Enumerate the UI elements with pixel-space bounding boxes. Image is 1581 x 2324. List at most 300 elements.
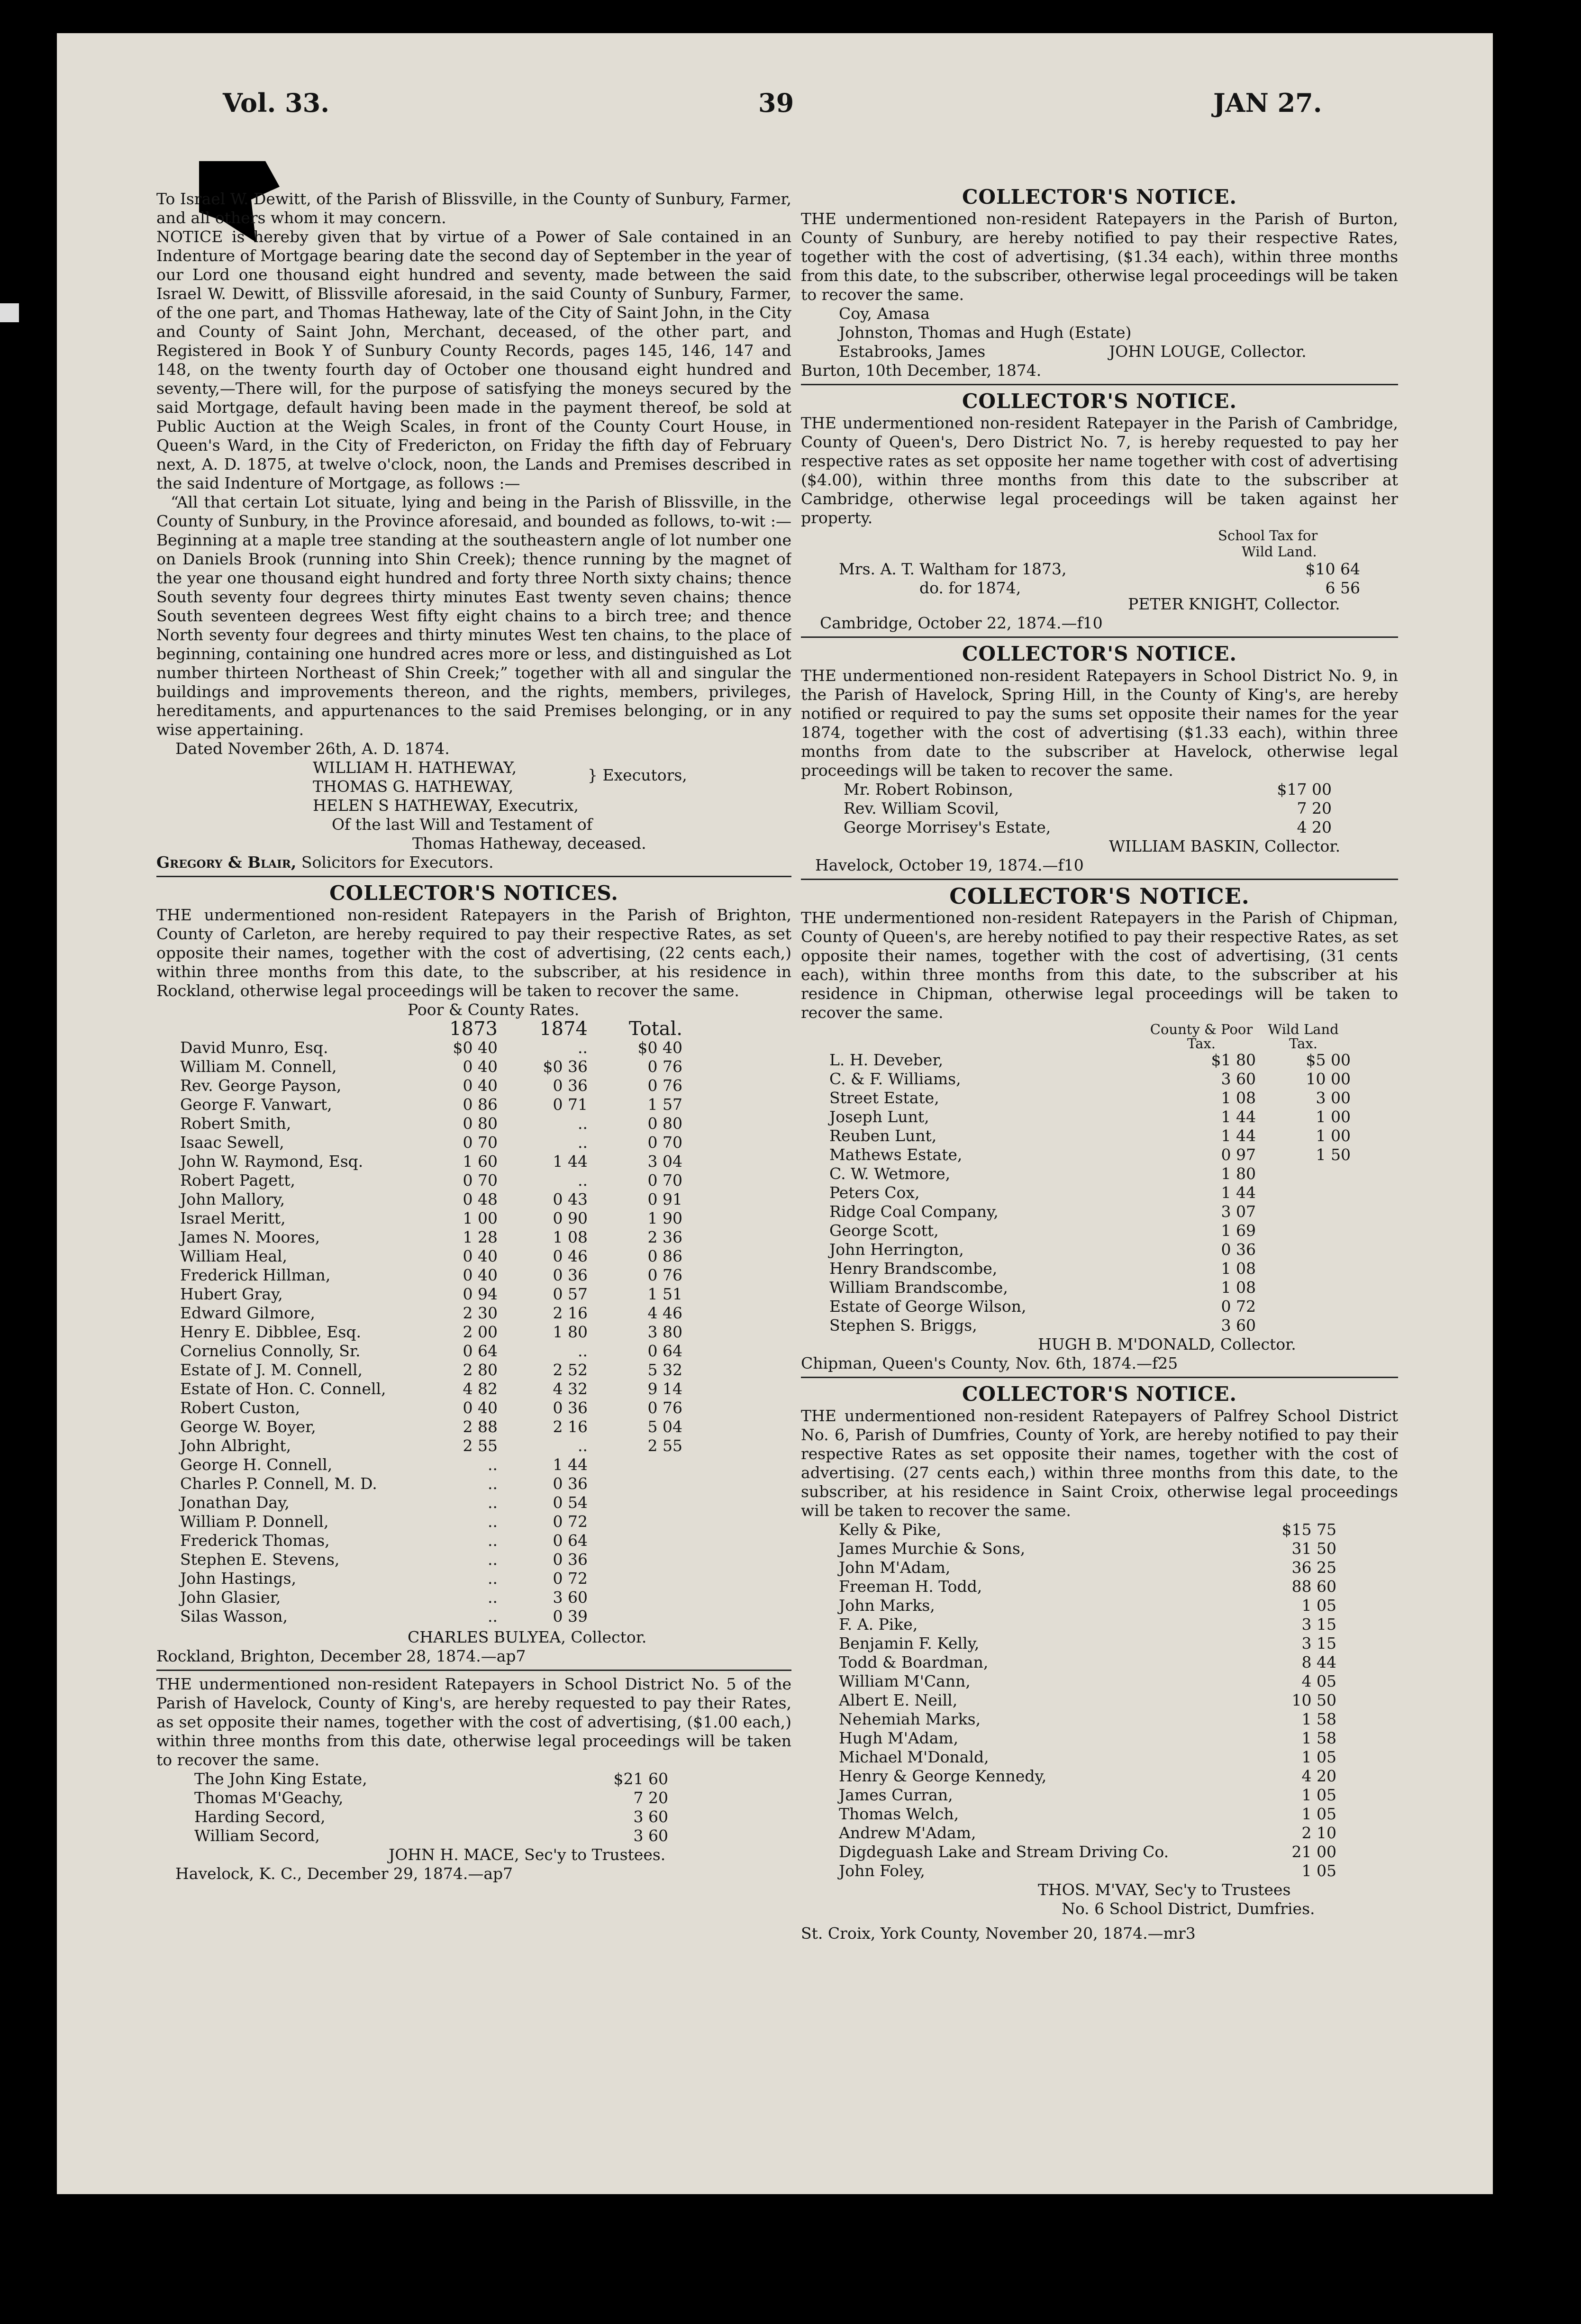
table-row	[839, 1786, 1336, 1805]
table-cell: 2 10	[1301, 1824, 1336, 1842]
divider	[801, 384, 1398, 385]
executrix-name: HELEN S HATHEWAY, Executrix,	[313, 796, 579, 815]
table-row	[180, 1247, 682, 1266]
table-cell: Israel Meritt,	[180, 1209, 286, 1227]
table-cell: $0 40	[453, 1038, 498, 1057]
table-cell: 0 43	[553, 1190, 588, 1208]
table-cell: ..	[488, 1512, 498, 1531]
table-row	[829, 1221, 1351, 1240]
table-cell: Hubert Gray,	[180, 1285, 283, 1303]
column-1873: 1873	[449, 1018, 498, 1040]
table-cell: ..	[488, 1531, 498, 1550]
table-cell: ..	[488, 1493, 498, 1512]
table-row	[839, 1805, 1336, 1824]
table-cell: David Munro, Esq.	[180, 1038, 328, 1057]
table-cell: 2 52	[553, 1361, 588, 1379]
table-cell: John Mallory,	[180, 1190, 285, 1208]
ratepayer-name: Mrs. A. T. Waltham for 1873,	[839, 560, 1067, 578]
table-cell: 1 60	[463, 1152, 498, 1171]
table-cell: Henry Brandscombe,	[829, 1259, 998, 1278]
table-cell: 4 32	[553, 1380, 588, 1398]
table-row	[180, 1114, 682, 1133]
collector-signature: WILLIAM BASKIN, Collector.	[1109, 837, 1341, 855]
volume-number: Vol. 33.	[223, 88, 330, 118]
table-cell: John M'Adam,	[839, 1558, 951, 1577]
table-cell: L. H. Deveber,	[829, 1051, 944, 1069]
table-row	[829, 1297, 1351, 1316]
county-poor-tax-heading: County & Poor Tax.	[1150, 1021, 1253, 1052]
table-row	[839, 1520, 1336, 1539]
table-cell: ..	[488, 1550, 498, 1569]
table-row	[180, 1474, 682, 1493]
table-row	[180, 1569, 682, 1588]
table-row	[839, 1729, 1336, 1748]
table-cell: William Secord,	[194, 1826, 320, 1845]
table-cell: John Marks,	[839, 1596, 935, 1615]
table-cell: 0 40	[463, 1266, 498, 1284]
table-cell: Harding Secord,	[194, 1807, 326, 1826]
solicitors-label: Solicitors for Executors.	[296, 853, 494, 872]
notice-heading: COLLECTOR'S NOTICES.	[329, 881, 618, 905]
table-header	[829, 1022, 1351, 1051]
table-row	[180, 1038, 682, 1057]
ratepayer-name: do. for 1874,	[919, 579, 1021, 597]
table-cell: 9 14	[647, 1380, 682, 1398]
table-row	[180, 1361, 682, 1380]
table-row	[180, 1304, 682, 1323]
table-row	[180, 1095, 682, 1114]
table-cell: John Glasier,	[180, 1588, 281, 1607]
will-text: Of the last Will and Testament of	[332, 815, 592, 834]
table-cell: 1 44	[1221, 1126, 1256, 1145]
table-cell: Joseph Lunt,	[829, 1108, 929, 1126]
table-cell: 1 69	[1221, 1221, 1256, 1240]
table-row	[839, 1691, 1336, 1710]
table-row	[180, 1228, 682, 1247]
notice-text: THE undermentioned non-resident Ratepayer in the Parish of Cambridge, County of Queen's, Dero District No. 7, is hereby requested to pay her respective rates as set opposite her name together with cost of advertising ($4.00), within three months from this date to the subscriber at Cambridge, otherwise legal proceedings will be taken against her property.	[801, 414, 1398, 527]
table-row	[839, 1824, 1336, 1843]
table-cell: 3 60	[553, 1588, 588, 1607]
chipman-notice	[801, 884, 1398, 1373]
table-cell	[588, 1455, 682, 1474]
table-row	[180, 1417, 682, 1436]
table-row	[180, 1190, 682, 1209]
havelock-district5-notice	[156, 1675, 791, 1883]
table-cell: $0 40	[637, 1038, 682, 1057]
notice-text: THE undermentioned non-resident Ratepayers in School District No. 9, in the Parish of Havelock, Spring Hill, in the County of King's, are hereby notified or required to pay the sums set opposite their names for the year 1874, together with the cost of advertising ($1.33 each), within three months from date to the subscriber at Havelock, otherwise legal proceedings will be taken to recover the same.	[801, 666, 1398, 780]
table-row	[180, 1398, 682, 1417]
table-cell	[588, 1493, 682, 1512]
table-row	[180, 1512, 682, 1531]
table-cell: Todd & Boardman,	[839, 1653, 989, 1671]
table-row	[180, 1607, 682, 1626]
table-cell: Cornelius Connolly, Sr.	[180, 1342, 361, 1360]
table-cell: 0 36	[553, 1076, 588, 1095]
wild-land-tax-heading: Wild Land Tax.	[1268, 1021, 1339, 1052]
table-row	[829, 1070, 1351, 1089]
table-cell: ..	[578, 1038, 588, 1057]
cambridge-notice	[801, 389, 1398, 633]
table-cell: 5 32	[647, 1361, 682, 1379]
table-row	[180, 1436, 682, 1455]
table-cell: 3 80	[647, 1323, 682, 1341]
table-row	[839, 1577, 1336, 1596]
divider	[801, 879, 1398, 880]
table-cell: 1 08	[1221, 1259, 1256, 1278]
table-cell: 0 64	[463, 1342, 498, 1360]
notice-text: NOTICE is hereby given that by virtue of a Power of Sale contained in an Indenture of Mortgage bearing date the second day of September in the year of our Lord one thousand eight hundred and seventy, made between the said Israel W. Dewitt, of Blissville aforesaid, in the said County of Sunbury, Farmer, of the one part, and Thomas Hatheway, late of the City of Saint John, in the City and County of Saint John, Merchant, deceased, of the other part, and Registered in Book Y of Sunbury County Records, pages 145, 146, 147 and 148, on the twenty fourth day of October one thousand eight hundred and seventy,—There will, for the purpose of satisfying the moneys secured by the said Mortgage, default having been made in the payment thereof, be sold at Public Auction at the Weigh Scales, in front of the County Court House, in Queen's Ward, in the City of Fredericton, on Friday the fifth day of February next, A. D. 1875, at twelve o'clock, noon, the Lands and Premises described in the said Indenture of Mortgage, as follows :—	[156, 227, 791, 492]
table-cell: 2 88	[463, 1417, 498, 1436]
table-row	[839, 1558, 1336, 1577]
table-cell: 2 80	[463, 1361, 498, 1379]
notice-text: THE undermentioned non-resident Ratepayers in the Parish of Burton, County of Sunbury, are hereby notified to pay their respective Rates, together with the cost of advertising, ($1.34 each), within three months from this date, to the subscriber, otherwise legal proceedings will be taken to recover the same.	[801, 209, 1398, 304]
table-cell: 3 15	[1301, 1615, 1336, 1634]
table-cell: George W. Boyer,	[180, 1417, 316, 1436]
table-cell: ..	[578, 1342, 588, 1360]
table-cell: John Foley,	[839, 1861, 925, 1880]
mortgage-sale-notice	[156, 190, 791, 872]
table-row	[829, 1240, 1351, 1259]
table-row	[194, 1770, 668, 1788]
table-cell: William M. Connell,	[180, 1057, 337, 1076]
notice-heading: COLLECTOR'S NOTICE.	[962, 1382, 1237, 1406]
table-row	[180, 1285, 682, 1304]
table-cell	[588, 1569, 682, 1588]
table-cell: William M'Cann,	[839, 1672, 971, 1690]
table-cell: Freeman H. Todd,	[839, 1577, 982, 1596]
table-cell: ..	[578, 1171, 588, 1189]
table-cell: Robert Custon,	[180, 1398, 300, 1417]
table-cell: 1 44	[553, 1152, 588, 1171]
table-cell: Benjamin F. Kelly,	[839, 1634, 980, 1652]
table-cell: William Heal,	[180, 1247, 288, 1265]
collector-signature: JOHN H. MACE, Sec'y to Trustees.	[389, 1845, 666, 1864]
page-number: 39	[758, 88, 794, 118]
table-cell: Robert Pagett,	[180, 1171, 295, 1189]
table-cell: Henry & George Kennedy,	[839, 1767, 1047, 1785]
table-cell: James Curran,	[839, 1786, 953, 1804]
divider	[801, 636, 1398, 638]
havelock5-rates-table	[194, 1770, 668, 1845]
divider	[156, 876, 791, 877]
table-cell: 0 57	[553, 1285, 588, 1303]
table-cell: The John King Estate,	[194, 1770, 367, 1788]
table-row	[180, 1588, 682, 1607]
table-cell: ..	[488, 1569, 498, 1588]
table-cell	[1256, 1183, 1351, 1202]
table-cell: 1 58	[1301, 1729, 1336, 1747]
table-row	[829, 1145, 1351, 1164]
table-cell: 4 20	[1297, 818, 1332, 836]
table-cell: 0 40	[463, 1057, 498, 1076]
table-row	[839, 1615, 1336, 1634]
brighton-notice	[156, 881, 791, 1666]
table-cell: 0 76	[647, 1266, 682, 1284]
notice-dated: Dated November 26th, A. D. 1874.	[175, 739, 450, 758]
chipman-rates-table	[829, 1022, 1351, 1335]
table-cell: George Morrisey's Estate,	[844, 818, 1051, 836]
table-cell: 1 08	[553, 1228, 588, 1246]
list-item: Coy, Amasa	[839, 304, 930, 323]
table-cell	[1256, 1221, 1351, 1240]
table-row	[829, 1259, 1351, 1278]
table-row	[839, 1672, 1336, 1691]
table-cell: 3 00	[1316, 1089, 1351, 1107]
table-cell: George Scott,	[829, 1221, 939, 1240]
table-cell: $15 75	[1281, 1520, 1336, 1539]
table-row	[829, 1126, 1351, 1145]
table-row	[829, 1183, 1351, 1202]
table-cell: 3 60	[1221, 1316, 1256, 1334]
table-cell: Estate of Hon. C. Connell,	[180, 1380, 386, 1398]
havelock-district9-notice	[801, 642, 1398, 875]
table-cell: $1 80	[1211, 1051, 1256, 1069]
table-cell: 1 08	[1221, 1278, 1256, 1297]
table-cell: 0 76	[647, 1057, 682, 1076]
table-cell	[588, 1588, 682, 1607]
table-row	[839, 560, 1360, 579]
table-row	[839, 1861, 1336, 1880]
table-cell: 2 16	[553, 1417, 588, 1436]
table-cell: 1 08	[1221, 1089, 1256, 1107]
table-cell: 1 57	[647, 1095, 682, 1114]
table-cell: 1 44	[1221, 1108, 1256, 1126]
table-cell	[588, 1531, 682, 1550]
notice-text: THE undermentioned non-resident Ratepayers of Palfrey School District No. 6, Parish of Dumfries, County of York, are hereby notified to pay their respective Rates as set opposite their names, together with the cost of advertising. (27 cents each,) within three months from this date, to the subscriber, at his residence in Saint Croix, otherwise legal proceedings will be taken to recover the same.	[801, 1407, 1398, 1520]
table-cell: 0 72	[553, 1512, 588, 1531]
tax-amount: 6 56	[1325, 579, 1360, 597]
notice-text: THE undermentioned non-resident Ratepayers in the Parish of Brighton, County of Carleton, are hereby required to pay their respective Rates, as set opposite their names, together with the cost of advertising, (22 cents each,) within three months from this date, to the subscriber, at his residence in Rockland, otherwise legal proceedings will be taken to recover the same.	[156, 906, 791, 1000]
table-cell: ..	[488, 1474, 498, 1493]
table-cell: 3 07	[1221, 1202, 1256, 1221]
divider	[801, 1377, 1398, 1378]
table-row	[194, 1826, 668, 1845]
collector-signature: PETER KNIGHT, Collector.	[1128, 595, 1340, 613]
table-cell: 1 80	[1221, 1164, 1256, 1183]
table-cell: 3 15	[1301, 1634, 1336, 1652]
table-cell: 0 39	[553, 1607, 588, 1625]
notice-date: Chipman, Queen's County, Nov. 6th, 1874.—f25	[801, 1354, 1178, 1372]
notice-date: Havelock, K. C., December 29, 1874.—ap7	[175, 1864, 513, 1883]
notice-date: St. Croix, York County, November 20, 1874.—mr3	[801, 1924, 1196, 1943]
list-item: Estabrooks, James	[839, 342, 986, 361]
table-cell: 2 55	[647, 1436, 682, 1455]
table-cell	[1256, 1164, 1351, 1183]
table-cell: Estate of George Wilson,	[829, 1297, 1027, 1316]
table-cell: 0 64	[553, 1531, 588, 1550]
table-cell: 1 44	[1221, 1183, 1256, 1202]
table-row	[844, 818, 1332, 837]
table-cell	[1256, 1316, 1351, 1335]
executor-name: THOMAS G. HATHEWAY,	[313, 777, 514, 796]
executor-name: WILLIAM H. HATHEWAY,	[313, 758, 517, 777]
table-cell: C. W. Wetmore,	[829, 1164, 951, 1183]
table-row	[180, 1133, 682, 1152]
table-cell: James Murchie & Sons,	[839, 1539, 1026, 1558]
table-cell: Estate of J. M. Connell,	[180, 1361, 363, 1379]
table-cell: 0 90	[553, 1209, 588, 1227]
table-row	[180, 1076, 682, 1095]
table-cell: 1 80	[553, 1323, 588, 1341]
table-cell: Rev. William Scovil,	[844, 799, 999, 817]
table-cell: 0 91	[647, 1190, 682, 1208]
table-cell: ..	[488, 1455, 498, 1474]
table-row	[180, 1152, 682, 1171]
table-cell: 0 97	[1221, 1145, 1256, 1164]
collector-signature: HUGH B. M'DONALD, Collector.	[1038, 1335, 1296, 1353]
table-cell: 0 86	[647, 1247, 682, 1265]
table-cell	[1256, 1278, 1351, 1297]
table-cell: 0 80	[463, 1114, 498, 1133]
table-row	[180, 1380, 682, 1398]
table-row	[180, 1171, 682, 1190]
table-cell: Reuben Lunt,	[829, 1126, 937, 1145]
table-cell	[588, 1607, 682, 1626]
dumfries-rates-table	[839, 1520, 1336, 1880]
tax-heading: School Tax for	[1218, 527, 1318, 544]
divider	[156, 1670, 791, 1671]
table-cell: 0 76	[647, 1398, 682, 1417]
table-cell: Frederick Thomas,	[180, 1531, 330, 1550]
table-cell: 0 94	[463, 1285, 498, 1303]
table-cell: 0 76	[647, 1076, 682, 1095]
collector-signature: JOHN LOUGE, Collector.	[1109, 342, 1307, 361]
table-cell: 0 36	[553, 1398, 588, 1417]
table-cell: 1 50	[1316, 1145, 1351, 1164]
table-cell: Stephen E. Stevens,	[180, 1550, 340, 1569]
table-cell: 0 71	[553, 1095, 588, 1114]
table-cell: $5 00	[1306, 1051, 1351, 1069]
table-cell: 1 00	[463, 1209, 498, 1227]
table-cell: 0 70	[463, 1133, 498, 1152]
table-cell: 1 51	[647, 1285, 682, 1303]
table-cell	[588, 1474, 682, 1493]
table-cell: 0 64	[647, 1342, 682, 1360]
table-cell: 0 36	[1221, 1240, 1256, 1259]
table-cell: 31 50	[1291, 1539, 1336, 1558]
notice-date: Cambridge, October 22, 1874.—f10	[820, 614, 1103, 632]
table-cell: $21 60	[613, 1770, 668, 1788]
table-cell: 3 60	[633, 1807, 668, 1826]
table-cell: Nehemiah Marks,	[839, 1710, 981, 1728]
table-cell: James N. Moores,	[180, 1228, 320, 1246]
collector-district: No. 6 School District, Dumfries.	[1062, 1899, 1315, 1918]
notice-heading: COLLECTOR'S NOTICE.	[962, 185, 1237, 209]
table-cell	[588, 1550, 682, 1569]
table-cell	[1256, 1259, 1351, 1278]
table-cell: 0 86	[463, 1095, 498, 1114]
table-cell: Andrew M'Adam,	[839, 1824, 976, 1842]
table-cell: John Herrington,	[829, 1240, 964, 1259]
dumfries-notice	[801, 1382, 1398, 1943]
table-row	[839, 1634, 1336, 1653]
table-row	[839, 1539, 1336, 1558]
table-cell: ..	[488, 1588, 498, 1607]
table-cell: George H. Connell,	[180, 1455, 333, 1474]
table-cell: John W. Raymond, Esq.	[180, 1152, 363, 1171]
edge-fragment	[0, 303, 19, 322]
table-cell: 1 05	[1301, 1596, 1336, 1615]
table-row	[180, 1455, 682, 1474]
table-cell	[1256, 1240, 1351, 1259]
table-cell: 1 58	[1301, 1710, 1336, 1728]
table-row	[829, 1051, 1351, 1070]
table-cell: 3 60	[633, 1826, 668, 1845]
table-cell: 0 70	[647, 1133, 682, 1152]
notice-text: THE undermentioned non-resident Ratepayers in School District No. 5 of the Parish of Havelock, County of King's, are hereby requested to pay their Rates, as set opposite their names, together with the cost of advertising, ($1.00 each,) within three months from this date, otherwise legal proceedings will be taken to recover the same.	[156, 1675, 791, 1769]
table-cell: Mr. Robert Robinson,	[844, 780, 1014, 799]
table-cell: 3 04	[647, 1152, 682, 1171]
executor-signatures	[156, 758, 791, 853]
table-cell: 0 48	[463, 1190, 498, 1208]
table-cell: 4 46	[647, 1304, 682, 1322]
table-cell: Charles P. Connell, M. D.	[180, 1474, 377, 1493]
table-row	[180, 1323, 682, 1342]
table-row	[194, 1788, 668, 1807]
table-cell: 0 80	[647, 1114, 682, 1133]
table-row	[829, 1164, 1351, 1183]
tax-amount: $10 64	[1305, 560, 1360, 578]
table-cell: 0 40	[463, 1247, 498, 1265]
table-row	[194, 1807, 668, 1826]
table-cell: 7 20	[1297, 799, 1332, 817]
brighton-rates-table	[180, 1019, 682, 1626]
table-cell: Thomas M'Geachy,	[194, 1788, 344, 1807]
table-cell: Frederick Hillman,	[180, 1266, 331, 1284]
table-cell: 0 46	[553, 1247, 588, 1265]
table-cell: Edward Gilmore,	[180, 1304, 315, 1322]
table-row	[180, 1493, 682, 1512]
table-row	[829, 1202, 1351, 1221]
table-cell: 0 40	[463, 1398, 498, 1417]
table-row	[829, 1089, 1351, 1108]
table-cell: 5 04	[647, 1417, 682, 1436]
notice-heading: COLLECTOR'S NOTICE.	[962, 642, 1237, 665]
left-column	[156, 190, 791, 2152]
table-row	[180, 1057, 682, 1076]
table-row	[844, 780, 1332, 799]
table-cell: 0 36	[553, 1266, 588, 1284]
table-row	[180, 1266, 682, 1285]
table-row	[839, 1596, 1336, 1615]
table-cell	[1256, 1202, 1351, 1221]
table-cell: 10 00	[1306, 1070, 1351, 1088]
table-row	[839, 1843, 1336, 1861]
lot-description: “All that certain Lot situate, lying and being in the Parish of Blissville, in the County of Sunbury, in the Province aforesaid, and bounded as follows, to-wit :—Beginning at a maple tree standing at the southeastern angle of lot number one on Daniels Brook (running into Shin Creek); thence running by the magnet of the year one thousand eight hundred and forty three North sixty chains; thence South seventy four degrees thirty minutes East twenty seven chains; thence South seventeen degrees West fifty eight chains to a birch tree; and thence North seventy four degrees and thirty minutes West ten chains, to the place of beginning, containing one hundred acres more or less, and distinguished as Lot number thirteen Northeast of Shin Creek;” together with all and singular the buildings and improvements thereon, and the rights, members, privileges, hereditaments, and appurtenances to the said Premises belonging, or in any wise appertaining.	[156, 493, 791, 739]
solicitors-name: Gregory & Blair,	[156, 853, 297, 872]
table-cell: Digdeguash Lake and Stream Driving Co.	[839, 1843, 1169, 1861]
table-row	[180, 1342, 682, 1361]
tax-heading: Wild Land.	[1242, 544, 1317, 560]
column-total: Total.	[628, 1018, 682, 1040]
table-cell: Street Estate,	[829, 1089, 939, 1107]
notice-heading: COLLECTOR'S NOTICE.	[949, 883, 1250, 909]
table-cell: ..	[578, 1133, 588, 1152]
table-cell: 4 20	[1301, 1767, 1336, 1785]
table-cell: 0 36	[553, 1474, 588, 1493]
table-cell: 2 00	[463, 1323, 498, 1341]
table-cell: 1 90	[647, 1209, 682, 1227]
table-cell	[1256, 1297, 1351, 1316]
table-row	[839, 1748, 1336, 1767]
table-cell: 7 20	[633, 1788, 668, 1807]
table-cell: Michael M'Donald,	[839, 1748, 989, 1766]
table-cell: 0 70	[647, 1171, 682, 1189]
table-cell: Stephen S. Briggs,	[829, 1316, 977, 1334]
table-cell: 1 00	[1316, 1108, 1351, 1126]
deceased-name: Thomas Hatheway, deceased.	[412, 834, 646, 853]
table-cell: 2 30	[463, 1304, 498, 1322]
